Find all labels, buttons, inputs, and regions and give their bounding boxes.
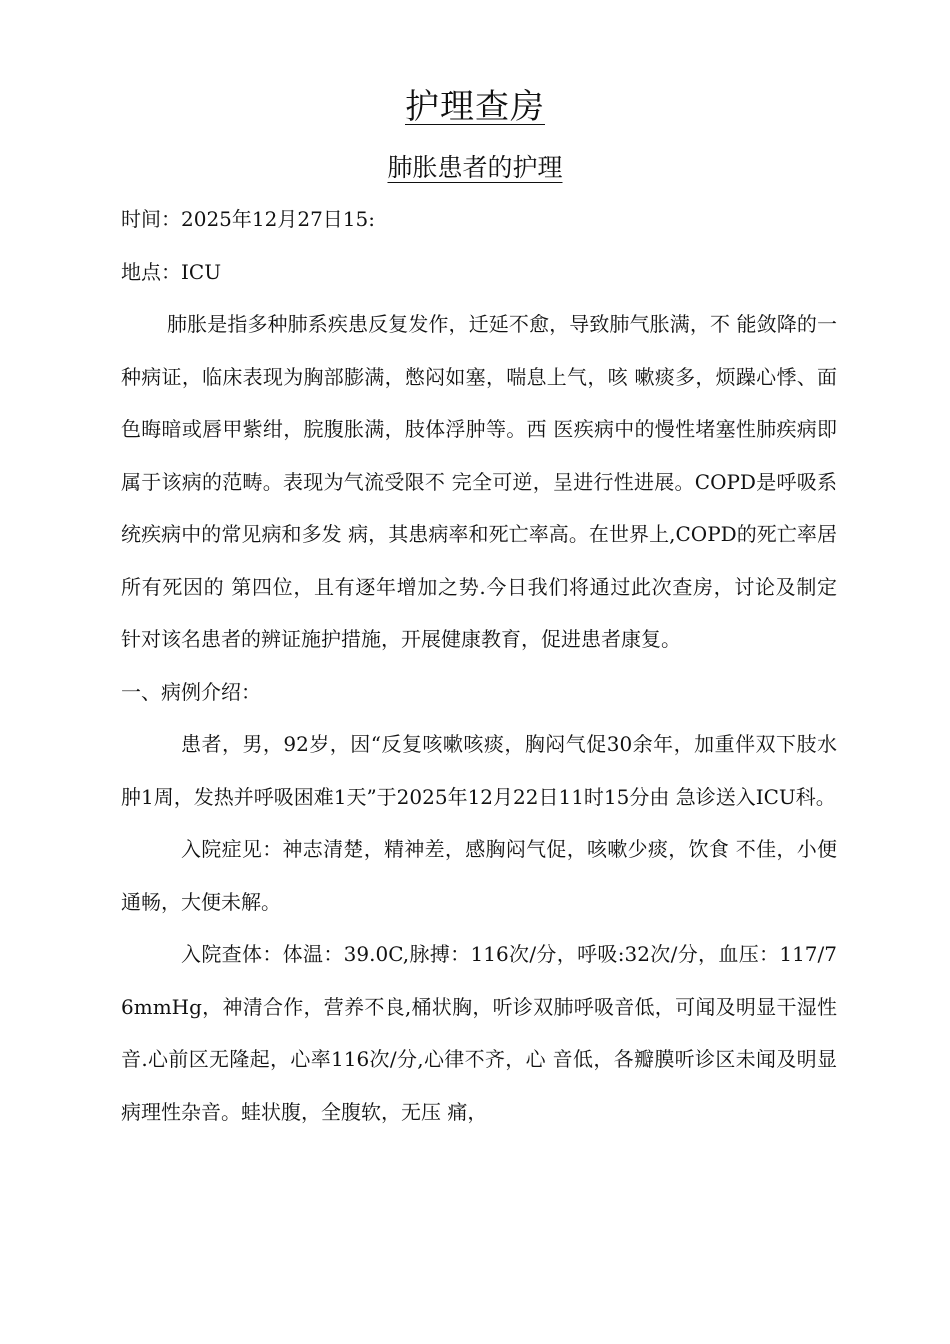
- admission-exam-paragraph: 入院查体：体温：39.0C,脉搏：116次/分，呼吸:32次/分，血压：117/76mmHg，神清合作，营养不良,桶状胸，听诊双肺呼吸音低，可闻及明显干湿性 音.心前区无隆起，心率116次/分,心律不齐，心 音低，各瓣膜听诊区未闻及明显病理性杂音。蛙状腹，全腹软，无压 痛，: [121, 942, 837, 1124]
- document-title: [0, 82, 950, 132]
- case-paragraph: 患者，男，92岁，因“反复咳嗽咳痰，胸闷气促30余年，加重伴双下肢水肿1周，发热并呼吸困难1天”于2025年12月22日11时15分由 急诊送入ICU科。: [121, 732, 837, 809]
- intro-paragraph: 肺胀是指多种肺系疾患反复发作，迁延不愈，导致肺气胀满，不 能敛降的一种病证，临床表现为胸部膨满，憋闷如塞，喘息上气，咳 嗽痰多，烦躁心悸、面色晦暗或唇甲紫绀，脘腹胀满，肢体浮肿等。西 医疾病中的慢性堵塞性肺疾病即属于该病的范畴。表现为气流受限不 完全可逆，呈进行性进展。COPD是呼吸系统疾病中的常见病和多发 病，其患病率和死亡率高。在世界上,COPD的死亡率居所有死因的 第四位，且有逐年增加之势.今日我们将通过此次查房，讨论及制定 针对该名患者的辨证施护措施，开展健康教育，促进患者康复。: [121, 312, 837, 651]
- document-title-text: 护理查房: [405, 87, 545, 127]
- document-subtitle: [0, 148, 950, 188]
- place-line: 地点：ICU: [121, 259, 222, 284]
- document-subtitle-text: 肺胀患者的护理: [387, 153, 563, 182]
- document-body: [121, 193, 837, 1138]
- section-heading: 一、病例介绍：: [121, 679, 261, 704]
- time-line: 时间：2025年12月27日15:: [121, 207, 375, 231]
- admission-symptoms-paragraph: 入院症见：神志清楚，精神差，感胸闷气促，咳嗽少痰，饮食 不佳，小便通畅，大便未解。: [121, 837, 837, 914]
